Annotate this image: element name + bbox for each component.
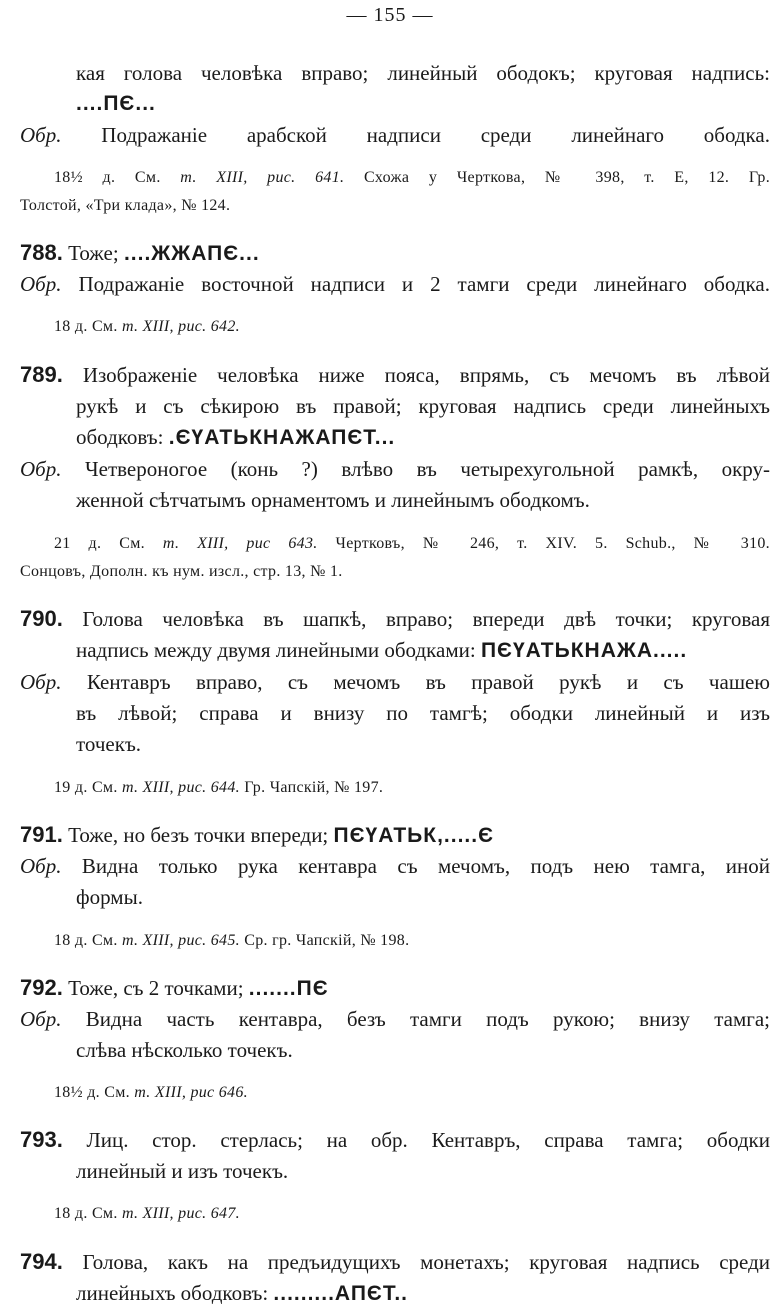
coin-legend: ПЄҮАТЬКНАЖА..... <box>480 639 688 662</box>
plate-reference: т. XIII, рис. 642. <box>121 318 240 335</box>
plate-reference: т. XIII, рис. 647. <box>121 1205 240 1222</box>
entry-number: 793. <box>20 1127 63 1152</box>
line-text: линейныхъ ободковъ: <box>76 1281 274 1305</box>
line-text: кая голова человѣка вправо; линейный ободокъ; круговая надпись: <box>76 61 770 85</box>
coin-legend: ....ЖЖАПЄ... <box>123 242 260 265</box>
text-line <box>54 773 770 803</box>
line-text: Голова человѣка въ шапкѣ, вправо; впереди двѣ точки; круговая <box>62 607 770 631</box>
line-text: точекъ. <box>76 732 142 756</box>
entry-number: 790. <box>20 606 63 631</box>
text-line <box>76 485 770 515</box>
text-line <box>76 635 770 666</box>
line-text: рукѣ и съ сѣкирою въ правой; круговая надпись среди линейныхъ <box>76 394 770 418</box>
line-text: въ лѣвой; справа и внизу по тамгѣ; ободки линейный и изъ <box>76 701 770 725</box>
entry-number: 792. <box>20 975 63 1000</box>
plate-reference: т. XIII, рис. 645. <box>121 932 240 949</box>
line-text: Схожа у Черткова, № 398, т. Е, 12. Гр. <box>344 169 770 186</box>
line-text: Гр. Чапскій, № 197. <box>239 779 384 796</box>
line-text: надпись между двумя линейными ободками: <box>76 638 481 662</box>
text-line <box>76 729 770 759</box>
plate-reference: т. XIII, рис 646. <box>134 1084 248 1101</box>
line-text: Видна только рука кентавра съ мечомъ, подъ нею тамга, иной <box>61 854 770 878</box>
coin-legend: .ЄҮАТЬКНАЖАПЄТ... <box>168 426 396 449</box>
text-line <box>20 557 770 587</box>
plate-reference: т. XIII, рис. 641. <box>180 169 345 186</box>
reverse-label: Обр. <box>20 670 62 694</box>
coin-legend: ПЄҮАТЬК,.....Є <box>333 824 495 847</box>
text-line <box>54 1078 770 1108</box>
plate-reference: т. XIII, рис 643. <box>162 535 318 552</box>
text-line <box>54 1199 770 1229</box>
text-line <box>20 1125 770 1155</box>
line-text: Четвероногое (конь ?) влѣво въ четырехугольной рамкѣ, окру- <box>61 457 770 481</box>
line-text: 18½ д. См. <box>54 1084 135 1101</box>
reverse-label: Обр. <box>20 854 62 878</box>
text-line <box>20 238 770 269</box>
line-text: Ср. гр. Чапскій, № 198. <box>239 932 410 949</box>
text-line <box>20 191 770 221</box>
line-text: Подражаніе арабской надписи среди линейнаго ободка. <box>61 123 770 147</box>
line-text: Кентавръ вправо, съ мечомъ въ правой рукѣ и съ чашею <box>61 670 770 694</box>
line-text: Тоже, но безъ точки впереди; <box>62 823 334 847</box>
line-text: 18 д. См. <box>54 932 122 949</box>
line-text: Сонцовъ, Дополн. къ нум. изсл., стр. 13, № 1. <box>20 563 343 580</box>
text-line <box>20 851 770 881</box>
line-text: Изображеніе человѣка ниже пояса, впрямь, съ мечомъ въ лѣвой <box>62 363 770 387</box>
text-line <box>76 391 770 421</box>
page-number: — 155 — <box>346 4 434 26</box>
plate-reference: т. XIII, рис. 644. <box>121 779 240 796</box>
text-line <box>20 360 770 390</box>
text-line <box>76 58 770 88</box>
text-line <box>54 926 770 956</box>
reverse-label: Обр. <box>20 457 62 481</box>
coin-legend: .......ПЄ <box>248 977 329 1000</box>
reverse-label: Обр. <box>20 272 62 296</box>
entry-number: 791. <box>20 822 63 847</box>
text-line <box>76 882 770 912</box>
text-line <box>76 88 770 119</box>
text-line <box>54 529 770 559</box>
line-text: женной сѣтчатымъ орнаментомъ и линейнымъ ободкомъ. <box>76 488 590 512</box>
text-line <box>20 1247 770 1277</box>
text-line <box>54 312 770 342</box>
line-text: Чертковъ, № 246, т. XIV. 5. Schub., № 310. <box>317 535 770 552</box>
text-line <box>20 604 770 634</box>
line-text: ободковъ: <box>76 425 169 449</box>
line-text: 21 д. См. <box>54 535 163 552</box>
text-line <box>20 269 770 299</box>
reverse-label: Обр. <box>20 123 62 147</box>
line-text: Голова, какъ на предъидущихъ монетахъ; круговая надпись среди <box>62 1250 770 1274</box>
line-text: 18 д. См. <box>54 318 122 335</box>
line-text: Видна часть кентавра, безъ тамги подъ рукою; внизу тамга; <box>61 1007 770 1031</box>
text-line <box>20 820 770 851</box>
text-line <box>76 1278 770 1309</box>
text-line <box>76 1156 770 1186</box>
line-text: слѣва нѣсколько точекъ. <box>76 1038 293 1062</box>
line-text: Подражаніе восточной надписи и 2 тамги среди линейнаго ободка. <box>61 272 770 296</box>
coin-legend: .........АПЄТ.. <box>273 1282 408 1305</box>
text-line <box>20 1004 770 1034</box>
text-line <box>20 454 770 484</box>
coin-legend: ....ПЄ... <box>76 92 156 115</box>
reverse-label: Обр. <box>20 1007 62 1031</box>
text-line <box>20 667 770 697</box>
line-text: Толстой, «Три клада», № 124. <box>20 197 231 214</box>
text-line <box>54 163 770 193</box>
line-text: Тоже, съ 2 точками; <box>62 976 249 1000</box>
text-line <box>76 698 770 728</box>
entry-number: 794. <box>20 1249 63 1274</box>
entry-number: 788. <box>20 240 63 265</box>
entry-number: 789. <box>20 362 63 387</box>
text-line <box>20 973 770 1004</box>
line-text: Лиц. стор. стерлась; на обр. Кентавръ, справа тамга; ободки <box>62 1128 770 1152</box>
line-text: 18 д. См. <box>54 1205 122 1222</box>
line-text: 18½ д. См. <box>54 169 181 186</box>
line-text: Тоже; <box>62 241 124 265</box>
line-text: 19 д. См. <box>54 779 122 796</box>
line-text: линейный и изъ точекъ. <box>76 1159 289 1183</box>
text-line <box>76 1035 770 1065</box>
text-line <box>20 120 770 150</box>
text-line <box>76 422 770 453</box>
line-text: формы. <box>76 885 143 909</box>
